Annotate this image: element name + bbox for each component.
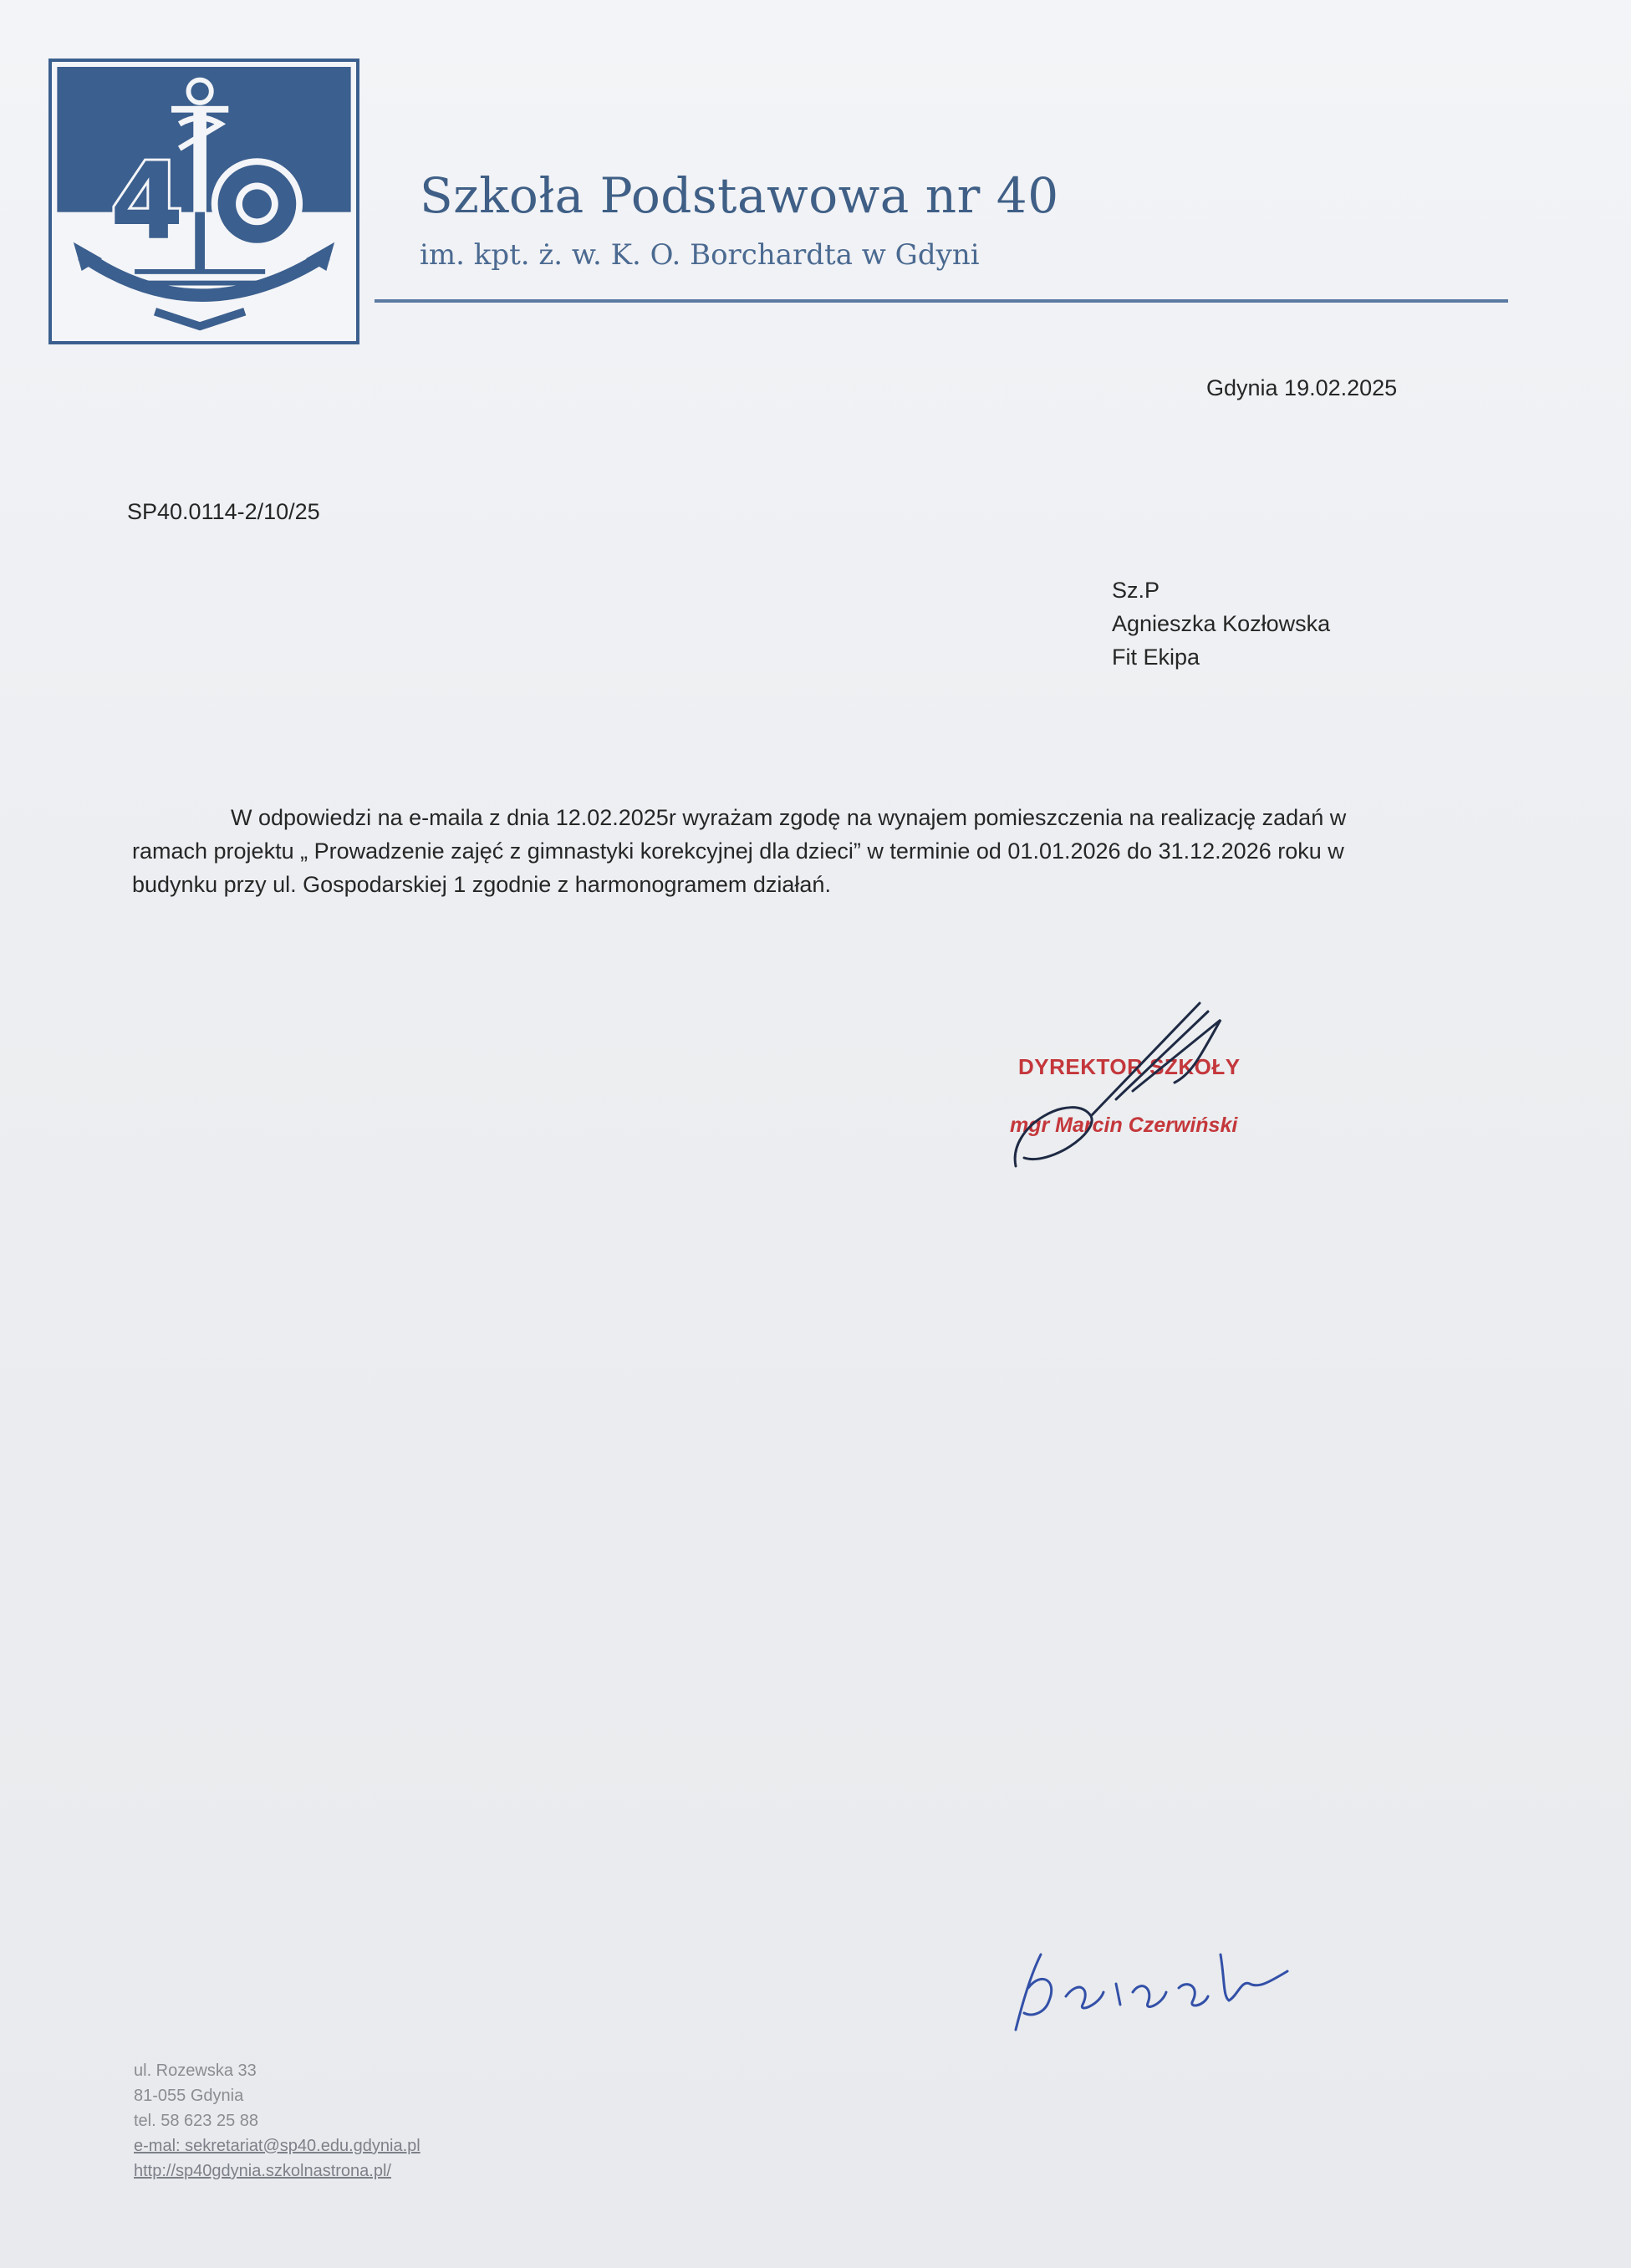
stamp-title: DYREKTOR SZKOŁY	[1018, 1054, 1241, 1079]
recipient-salutation: Sz.P	[1112, 578, 1160, 603]
footer-phone: tel. 58 623 25 88	[134, 2112, 259, 2130]
recipient-organization: Fit Ekipa	[1112, 645, 1200, 670]
body-line: budynku przy ul. Gospodarskiej 1 zgodnie z harmonogramem działań.	[132, 872, 831, 897]
reference-number: SP40.0114-2/10/25	[127, 499, 320, 524]
header-divider	[375, 299, 1508, 303]
recipient-block	[1112, 573, 1330, 674]
anchor-logo-icon	[57, 67, 351, 336]
footer-email-link[interactable]: e-mal: sekretariat@sp40.edu.gdynia.pl	[134, 2137, 420, 2155]
stamp-name: mgr Marcin Czerwiński	[1010, 1114, 1238, 1137]
school-logo	[48, 59, 359, 344]
school-name: Szkoła Podstawowa nr 40	[420, 167, 1059, 224]
recipient-name: Agnieszka Kozłowska	[1112, 611, 1331, 636]
handwritten-initials	[999, 1921, 1317, 2046]
letter-body	[132, 801, 1346, 901]
footer-website-link[interactable]: http://sp40gdynia.szkolnastrona.pl/	[134, 2162, 391, 2180]
footer-contact	[134, 2058, 420, 2184]
school-subtitle: im. kpt. ż. w. K. O. Borchardta w Gdyni	[420, 238, 980, 272]
footer-postal: 81-055 Gdynia	[134, 2087, 244, 2105]
footer-street: ul. Rozewska 33	[134, 2062, 257, 2080]
body-line: ramach projektu „ Prowadzenie zajęć z gimnastyki korekcyjnej dla dzieci” w terminie od 01.01.2026 do 31.12.2026 roku w	[132, 838, 1344, 864]
logo-numeral-four: 4	[110, 139, 184, 263]
handwritten-signature	[999, 999, 1250, 1183]
body-line: W odpowiedzi na e-maila z dnia 12.02.2025r wyrażam zgodę na wynajem pomieszczenia na realizację zadań w	[231, 805, 1347, 830]
letter-date: Gdynia 19.02.2025	[1206, 375, 1398, 400]
